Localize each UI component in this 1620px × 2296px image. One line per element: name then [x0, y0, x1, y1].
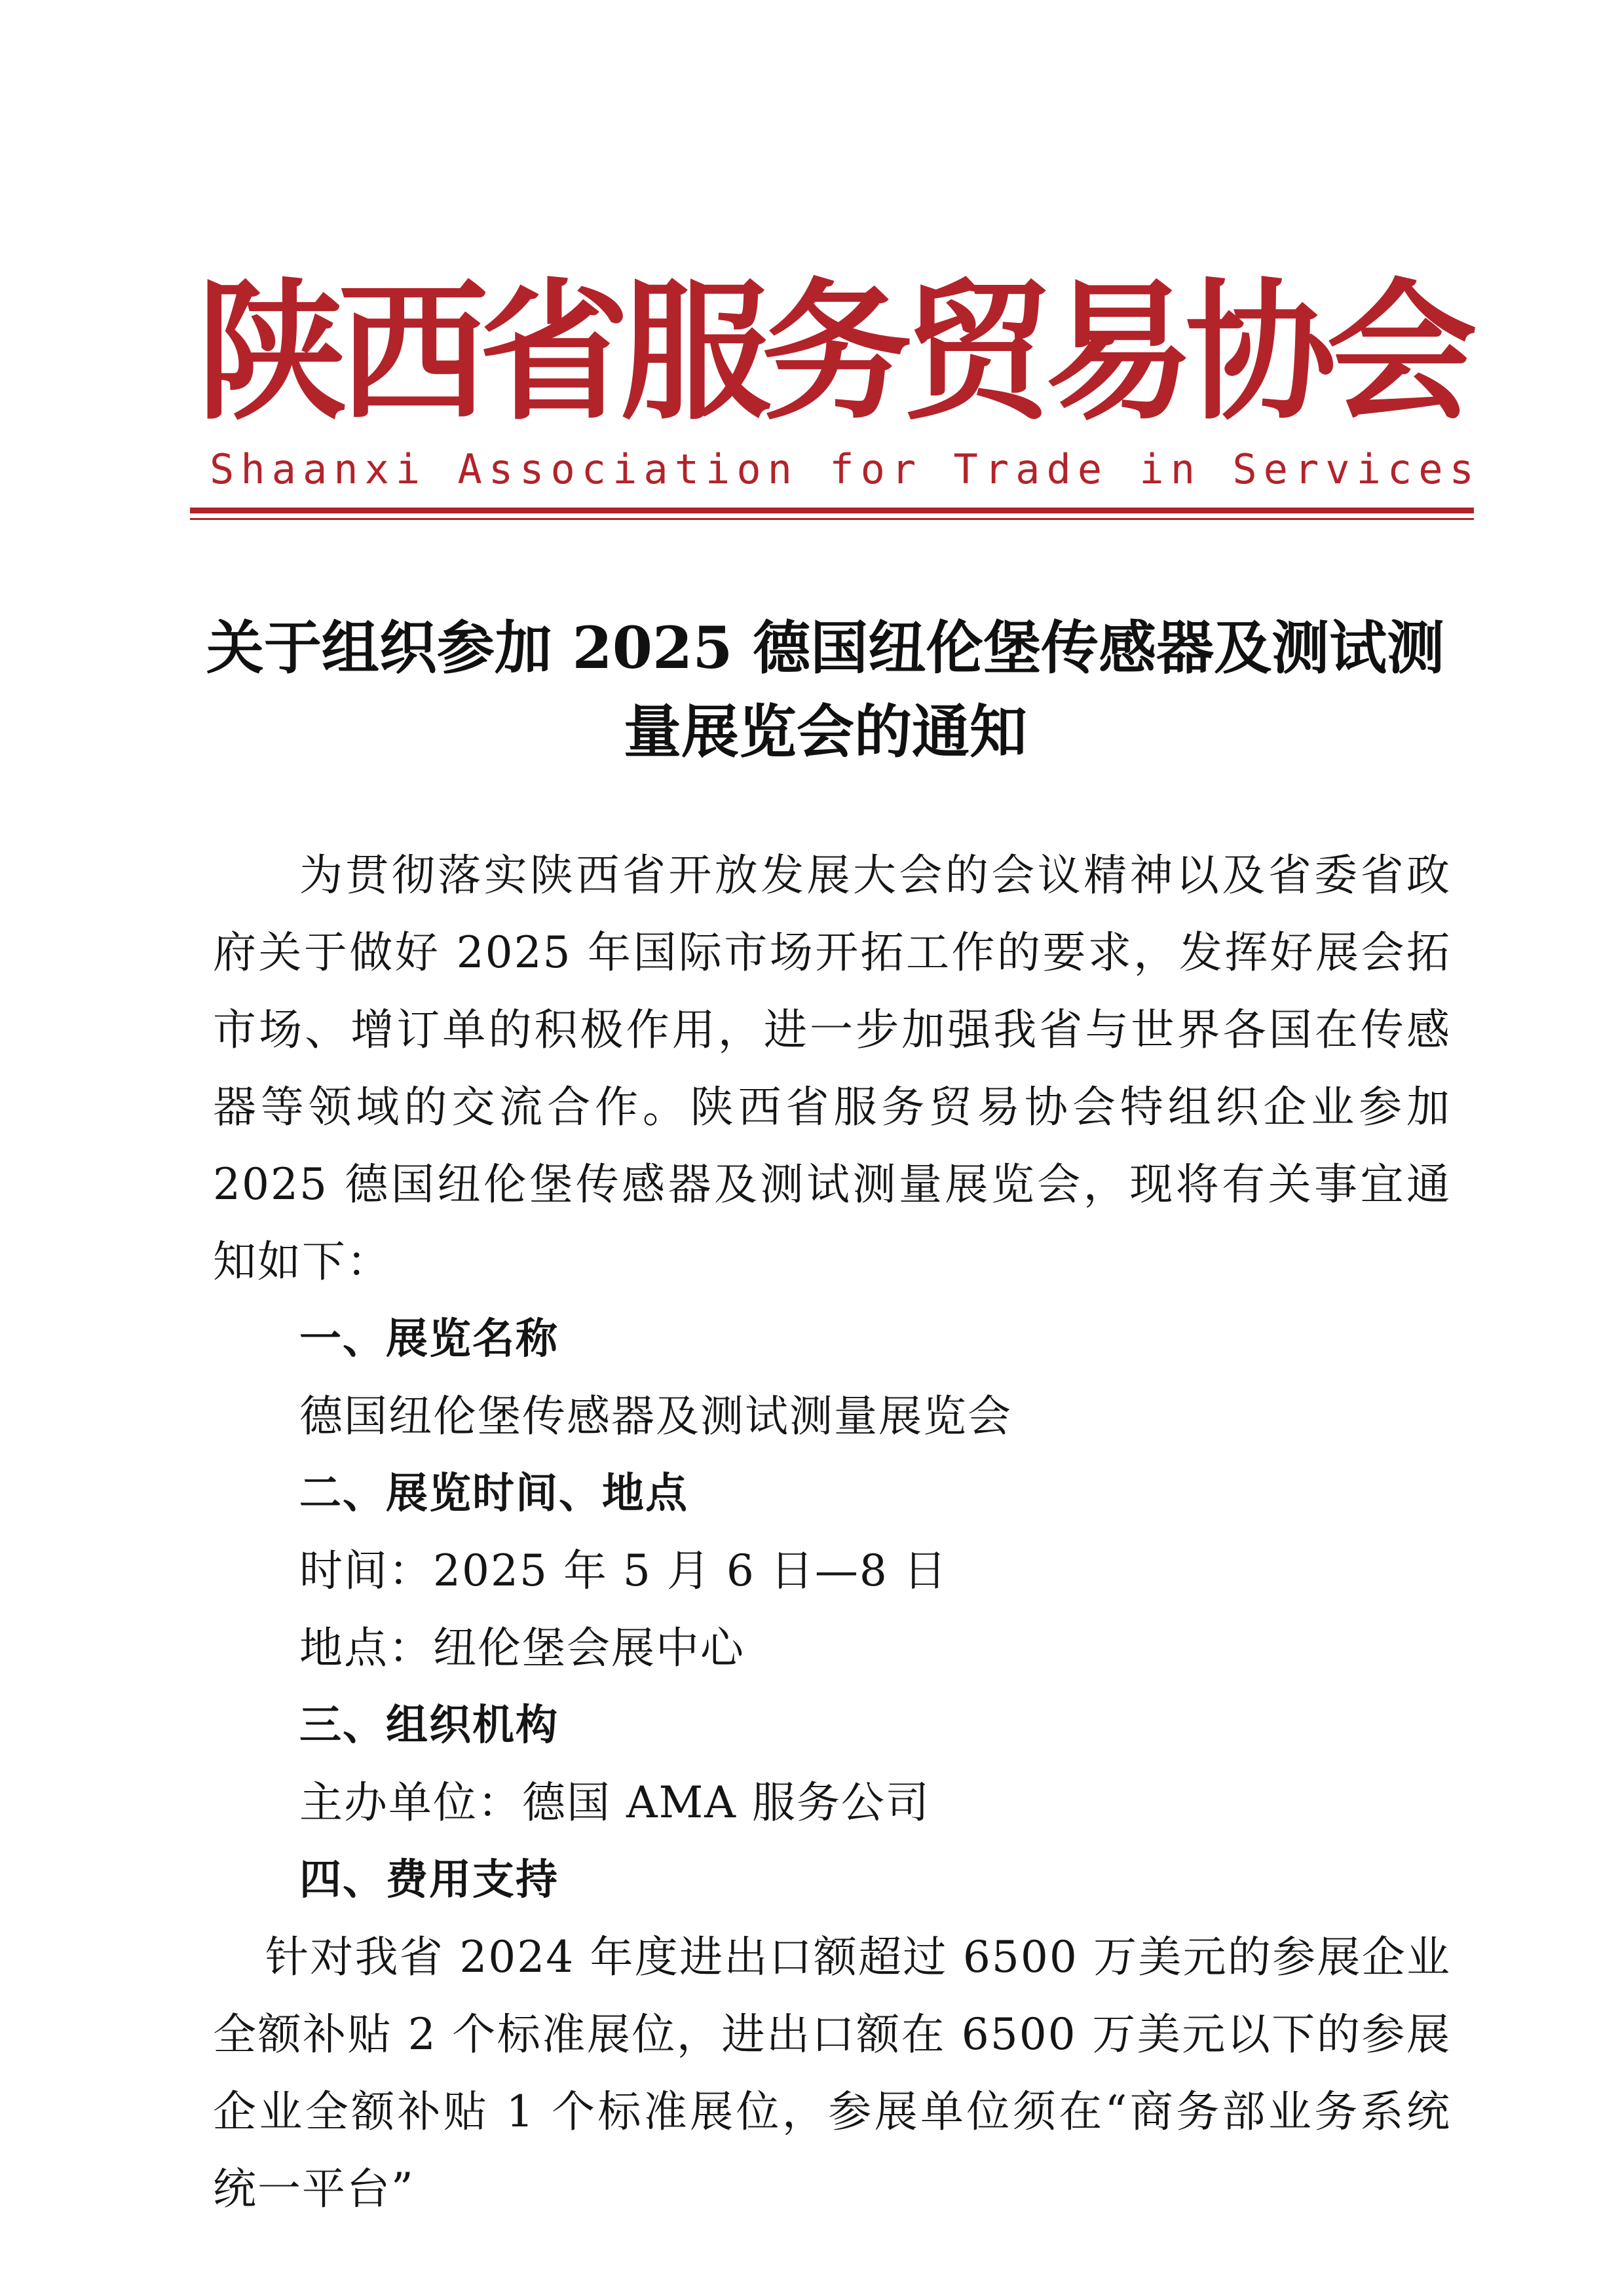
letterhead-en-char — [426, 449, 451, 490]
letterhead-en-char: e — [1418, 445, 1443, 493]
letterhead-org-name-cn — [197, 255, 1478, 452]
title-line-1: 关于组织参加 2025 德国纽伦堡传感器及测试测 — [206, 614, 1445, 682]
letterhead-en-char: i — [1356, 445, 1381, 493]
letterhead-en-char: s — [1449, 445, 1474, 493]
section-heading-3: 三、组织机构 — [299, 1701, 559, 1750]
letterhead-en-char — [1108, 449, 1133, 490]
letterhead-char: 陕 — [197, 266, 348, 441]
organizer: 主办单位：德国 AMA 服务公司 — [299, 1777, 930, 1828]
document-body — [213, 837, 1451, 2228]
letterhead-char: 协 — [1185, 266, 1336, 441]
letterhead-char: 会 — [1327, 266, 1478, 441]
letterhead-en-char: A — [457, 445, 482, 493]
letterhead-en-char: a — [1015, 445, 1040, 493]
section-heading-1: 一、展览名称 — [299, 1315, 559, 1363]
letterhead-en-char: n — [767, 445, 792, 493]
letterhead-char: 西 — [337, 266, 489, 441]
letterhead-en-char: f — [829, 445, 854, 493]
letterhead-divider-thick — [190, 508, 1474, 513]
letterhead-en-char: o — [736, 445, 761, 493]
letterhead-en-char: i — [1139, 445, 1164, 493]
letterhead-en-char: c — [1387, 445, 1412, 493]
letterhead-en-char: o — [860, 445, 885, 493]
letterhead-en-char: v — [1325, 445, 1350, 493]
letterhead-en-char: c — [581, 445, 607, 493]
title-line-2: 量展览会的通知 — [623, 697, 1027, 766]
letterhead-en-char — [922, 449, 947, 490]
letterhead-en-char: n — [333, 445, 358, 493]
letterhead-en-char: e — [1263, 445, 1288, 493]
exhibition-name: 德国纽伦堡传感器及测试测量展览会 — [299, 1391, 1012, 1441]
letterhead-en-char: a — [302, 445, 328, 493]
letterhead-en-char: S — [210, 445, 235, 493]
letterhead-en-char: x — [364, 445, 389, 493]
exhibition-place: 地点：纽伦堡会展中心 — [299, 1623, 745, 1673]
letterhead-en-char: o — [550, 445, 575, 493]
letterhead-divider-thin — [190, 518, 1474, 520]
document-title — [197, 606, 1454, 773]
letterhead-char: 贸 — [903, 266, 1054, 441]
letterhead-en-char: T — [953, 445, 978, 493]
subsidy-paragraph: 针对我省 2024 年度进出口额超过 6500 万美元的参展企业全额补贴 2 个标准展位，进出口额在 6500 万美元以下的参展企业全额补贴 1 个标准展位，参展单位须在“商务部业务系统统一平台” — [213, 1932, 1451, 2214]
letterhead-en-char: n — [1170, 445, 1196, 493]
letterhead-en-char: i — [612, 445, 637, 493]
letterhead-en-char — [1201, 449, 1226, 490]
letterhead-en-char: s — [488, 445, 514, 493]
letterhead-en-char: i — [395, 445, 421, 493]
letterhead-en-char: r — [1294, 445, 1319, 493]
exhibition-time: 时间：2025 年 5 月 6 日—8 日 — [299, 1546, 948, 1596]
letterhead-en-char: r — [891, 445, 916, 493]
letterhead-en-char: h — [240, 445, 265, 493]
letterhead-char: 务 — [761, 266, 913, 441]
section-heading-4: 四、费用支持 — [299, 1856, 559, 1904]
letterhead-en-char: d — [1046, 445, 1071, 493]
section-heading-2: 二、展览时间、地点 — [299, 1470, 688, 1518]
letterhead-en-char: a — [643, 445, 668, 493]
letterhead-org-name-en — [210, 445, 1474, 493]
letterhead-en-char: e — [1077, 445, 1102, 493]
letterhead-char: 省 — [479, 266, 630, 441]
letterhead-en-char: i — [706, 445, 730, 493]
letterhead-en-char: S — [1232, 445, 1257, 493]
letterhead-en-char — [799, 449, 823, 490]
intro-paragraph: 为贯彻落实陕西省开放发展大会的会议精神以及省委省政府关于做好 2025 年国际市场开拓工作的要求，发挥好展会拓市场、增订单的积极作用，进一步加强我省与世界各国在传感器等领域的交流合作。陕西省服务贸易协会特组织企业参加 2025 德国纽伦堡传感器及测试测量展览会，现将有关事宜通知如下： — [213, 850, 1451, 1287]
letterhead-en-char: s — [519, 445, 544, 493]
letterhead-char: 易 — [1044, 266, 1195, 441]
letterhead-en-char: t — [674, 445, 700, 493]
letterhead-en-char: r — [984, 445, 1009, 493]
letterhead-char: 服 — [620, 266, 771, 441]
letterhead-en-char: a — [271, 445, 296, 493]
